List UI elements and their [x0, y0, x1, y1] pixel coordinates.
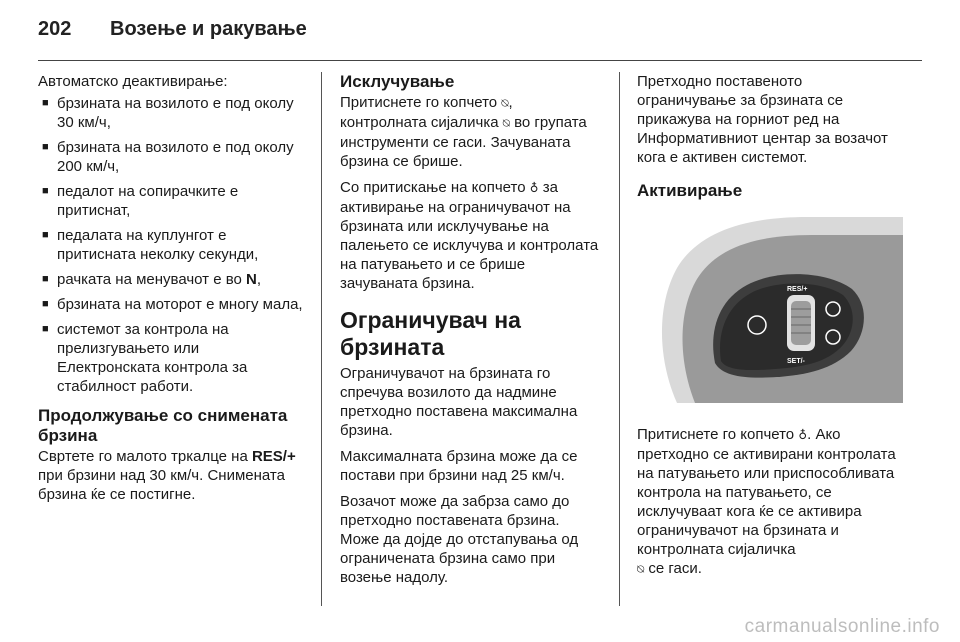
- paragraph-text: при брзини над 30 км/ч. Снимената брзина ќе се постигне.: [38, 467, 285, 503]
- limiter-max-speed: Максималната брзина може да се постави при брзини над 25 км/ч.: [340, 448, 578, 484]
- resume-speed-heading: Продолжување со снимената брзина: [38, 406, 288, 445]
- paragraph-text: за активирање на ограничувачот на брзината или исклучување на палењето се исклучува и контролата на патувањето и се брише зачуваната брзина.: [340, 179, 599, 292]
- paragraph-text: . Ако претходно се активирани контролата на патувањето или приспособливата контрола на патувањето, се исклучуваат кога ќе се активира ограничувачот на брзината и контролната сијаличка: [637, 426, 896, 558]
- page-number: 202: [38, 18, 72, 40]
- steering-wheel-illustration: [637, 213, 903, 403]
- column-2: [340, 72, 602, 594]
- list-item: ■ брзината на возилото е под околу 30 км/ч,: [38, 94, 304, 132]
- activation-heading: Активирање: [637, 181, 743, 200]
- paragraph-text: се гаси.: [644, 560, 702, 577]
- limiter-switch-paragraph: [340, 178, 602, 293]
- res-plus-label: RES/+: [251, 448, 296, 465]
- resume-speed-paragraph: [38, 447, 304, 504]
- cruise-control-icon: ⍉: [637, 562, 645, 576]
- list-item-text: рачката на менувачот е во: [57, 271, 247, 288]
- deactivation-list: [38, 94, 304, 396]
- paragraph-text: Свртете го малото тркалце на: [38, 448, 252, 465]
- list-item: ■ брзината на возилото е под околу 200 км/ч,: [38, 138, 304, 176]
- speed-limiter-heading: Ограничувач на брзината: [340, 307, 521, 360]
- column-1: [38, 72, 304, 511]
- paragraph-text: во групата инструменти се гаси. Зачуваната брзина се брише.: [340, 114, 587, 170]
- speed-limiter-icon: ♁: [529, 181, 539, 195]
- wheel-set-label: SET/-: [787, 358, 805, 365]
- speed-limiter-icon: ♁: [798, 428, 808, 442]
- cruise-control-icon: ⍉: [502, 116, 510, 130]
- limiter-description: Ограничувачот на брзината го спречува возилото да надмине претходно поставена максимална брзина.: [340, 365, 578, 439]
- header-rule: [38, 60, 922, 61]
- paragraph-text: , контролната сијаличка: [340, 94, 513, 131]
- gear-neutral-label: N: [246, 271, 257, 288]
- deactivation-paragraph: [340, 93, 602, 171]
- activation-paragraph: [637, 425, 903, 579]
- page-title: Возење и ракување: [110, 18, 307, 40]
- column-divider-2: [619, 72, 620, 606]
- list-item: ■ педалата на куплунгот е притисната неколку секунди,: [38, 226, 304, 264]
- list-item: [38, 270, 304, 289]
- page-header: [38, 18, 307, 41]
- column-3: [637, 72, 903, 586]
- auto-deactivation-intro: Автоматско деактивирање:: [38, 73, 228, 90]
- list-item-text: ,: [256, 271, 262, 288]
- paragraph-text: Притиснете го копчето: [637, 426, 799, 443]
- column-divider-1: [321, 72, 322, 606]
- list-item: ■ брзината на моторот е многу мала,: [38, 295, 304, 314]
- paragraph-text: Со притискање на копчето: [340, 179, 530, 196]
- wheel-res-label: RES/+: [787, 286, 808, 293]
- watermark: carmanualsonline.info: [744, 616, 940, 637]
- list-item: ■ системот за контрола на прелизгувањето или Електронската контрола за стабилност работи.: [38, 320, 304, 396]
- deactivation-heading: Исклучување: [340, 72, 455, 91]
- limiter-accelerate: Возачот може да забрза само до претходно поставената брзина. Може да дојде до отстапувања од ограничената брзина само при возење надолу.: [340, 493, 579, 586]
- limit-display-paragraph: Претходно поставеното ограничување за брзината се прикажува на горниот ред на Информативниот центар за возачот кога е активен системот.: [637, 73, 888, 166]
- list-item: ■ педалот на сопирачките е притиснат,: [38, 182, 304, 220]
- cruise-control-icon: ⍉: [501, 96, 509, 110]
- paragraph-text: Притиснете го копчето: [340, 94, 502, 111]
